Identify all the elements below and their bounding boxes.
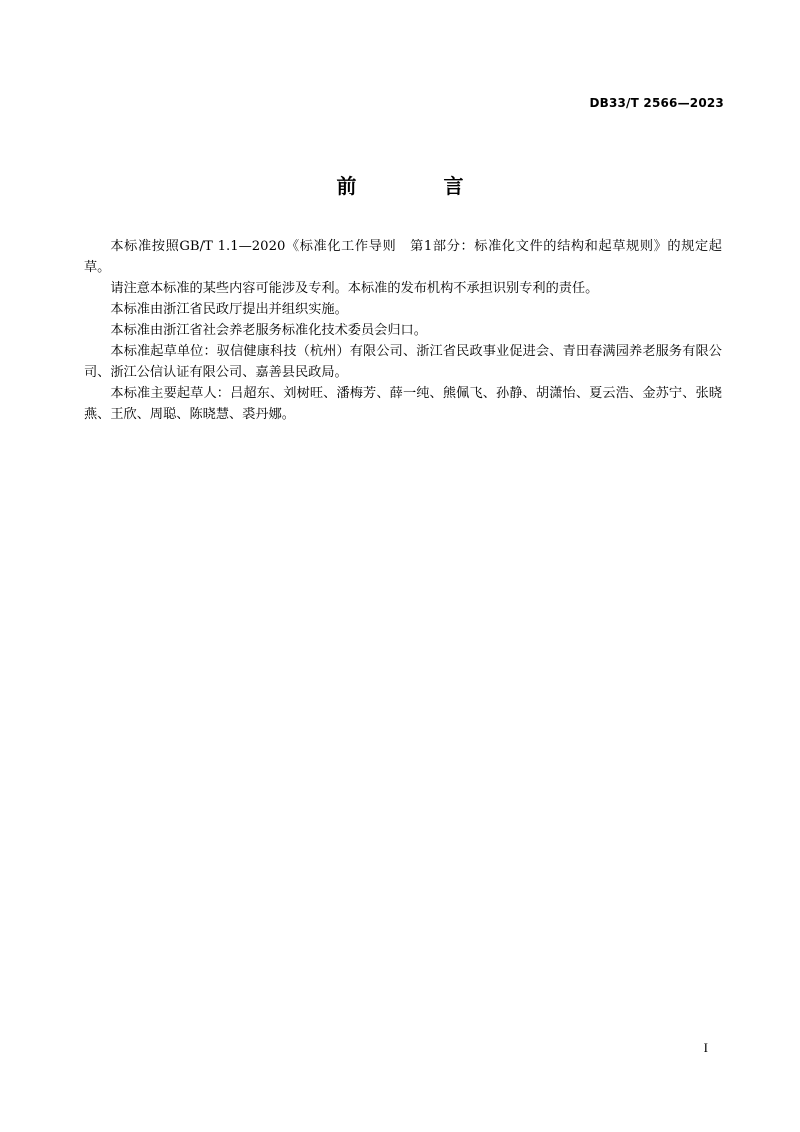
paragraph-drafting-units: 本标准起草单位：驭信健康科技（杭州）有限公司、浙江省民政事业促进会、青田春满园养老服务有限公司、浙江公信认证有限公司、嘉善县民政局。	[84, 344, 722, 380]
paragraph-patent-notice: 请注意本标准的某些内容可能涉及专利。本标准的发布机构不承担识别专利的责任。	[110, 281, 599, 296]
page-number: I	[703, 1040, 708, 1055]
paragraph-drafters: 本标准主要起草人：吕超东、刘树旺、潘梅芳、薛一纯、熊佩飞、孙静、胡潇怡、夏云浩、金苏宁、张晓燕、王欣、周聪、陈晓慧、裘丹娜。	[84, 386, 722, 422]
document-code: DB33/T 2566—2023	[589, 96, 724, 110]
paragraph-proposer: 本标准由浙江省民政厅提出并组织实施。	[110, 302, 348, 317]
paragraph-committee: 本标准由浙江省社会养老服务标准化技术委员会归口。	[110, 323, 427, 338]
foreword-body	[84, 236, 722, 425]
paragraph-drafting-basis: 本标准按照GB/T 1.1—2020《标准化工作导则 第1部分：标准化文件的结构和起草规则》的规定起草。	[84, 239, 722, 275]
page-title: 前 言	[336, 174, 504, 198]
